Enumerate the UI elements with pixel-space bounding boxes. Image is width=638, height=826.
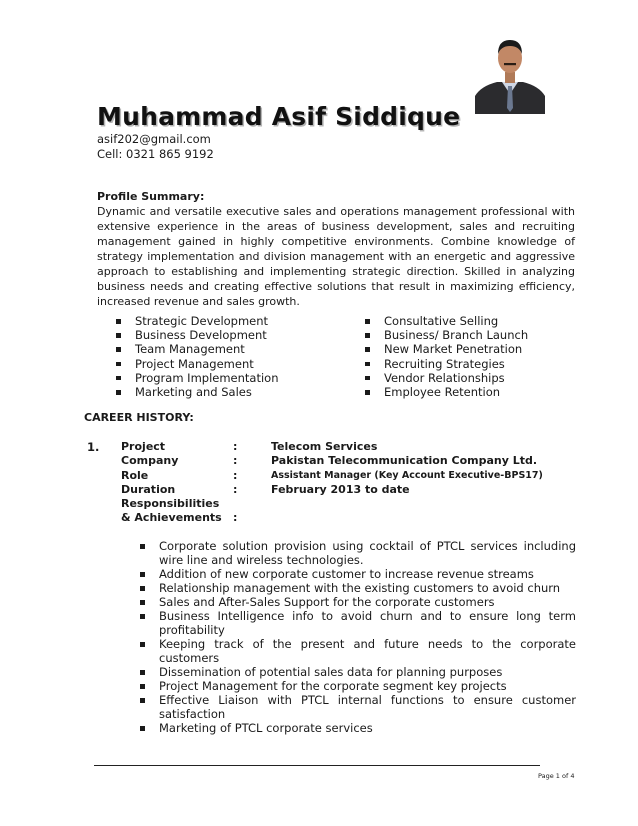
duration-value: February 2013 to date bbox=[271, 483, 410, 496]
candidate-name: Muhammad Asif Siddique bbox=[97, 102, 461, 131]
profile-summary-text: Dynamic and versatile executive sales and operations management professional with extensive experience in the areas of business development, sales and recruiting management gained in highly competitive environments. Combine knowledge of strategy implementation and division management with an energetic and aggressive approach to establishing and implementing strategic direction. Skilled in analyzing business needs and creating effective solutions that result in maximizing efficiency, increased revenue and sales growth. bbox=[97, 205, 575, 308]
responsibility-item: Keeping track of the present and future needs to the corporate customers bbox=[140, 637, 576, 665]
skills-list-left bbox=[116, 314, 279, 399]
role-value: Assistant Manager (Key Account Executive-BPS17) bbox=[271, 470, 543, 481]
colon: : bbox=[233, 469, 238, 482]
duration-label: Duration bbox=[121, 483, 176, 496]
colon: : bbox=[233, 454, 238, 467]
colon: : bbox=[233, 511, 238, 524]
skill-item: Strategic Development bbox=[116, 314, 279, 328]
profile-summary-heading: Profile Summary: bbox=[97, 190, 205, 203]
responsibility-item: Effective Liaison with PTCL internal functions to ensure customer satisfaction bbox=[140, 693, 576, 721]
profile-photo bbox=[475, 28, 545, 114]
job-number: 1. bbox=[87, 440, 100, 454]
responsibility-item: Relationship management with the existing customers to avoid churn bbox=[140, 581, 576, 595]
company-label: Company bbox=[121, 454, 179, 467]
responsibilities-list bbox=[140, 539, 576, 735]
project-value: Telecom Services bbox=[271, 440, 378, 453]
skill-item: Vendor Relationships bbox=[365, 371, 528, 385]
skill-item: Program Implementation bbox=[116, 371, 279, 385]
colon: : bbox=[233, 440, 238, 453]
skill-item: Consultative Selling bbox=[365, 314, 528, 328]
responsibility-item: Dissemination of potential sales data for planning purposes bbox=[140, 665, 576, 679]
skill-item: Recruiting Strategies bbox=[365, 357, 528, 371]
project-label: Project bbox=[121, 440, 166, 453]
skill-item: Team Management bbox=[116, 342, 279, 356]
footer-divider bbox=[94, 765, 540, 766]
colon: : bbox=[233, 483, 238, 496]
skill-item: New Market Penetration bbox=[365, 342, 528, 356]
skill-item: Project Management bbox=[116, 357, 279, 371]
responsibility-item: Business Intelligence info to avoid churn and to ensure long term profitability bbox=[140, 609, 576, 637]
responsibilities-label: Responsibilities bbox=[121, 497, 220, 510]
achievements-label: & Achievements bbox=[121, 511, 222, 524]
skill-item: Employee Retention bbox=[365, 385, 528, 399]
cell-number: Cell: 0321 865 9192 bbox=[97, 147, 214, 161]
page-number: Page 1 of 4 bbox=[538, 772, 575, 780]
responsibility-item: Project Management for the corporate segment key projects bbox=[140, 679, 576, 693]
responsibility-item: Sales and After-Sales Support for the corporate customers bbox=[140, 595, 576, 609]
email-text: asif202@gmail.com bbox=[97, 132, 211, 146]
skills-list-right bbox=[365, 314, 528, 399]
skill-item: Marketing and Sales bbox=[116, 385, 279, 399]
responsibility-item: Addition of new corporate customer to increase revenue streams bbox=[140, 567, 576, 581]
company-value: Pakistan Telecommunication Company Ltd. bbox=[271, 454, 538, 467]
career-history-heading: CAREER HISTORY: bbox=[84, 411, 194, 424]
role-label: Role bbox=[121, 469, 149, 482]
responsibility-item: Corporate solution provision using cocktail of PTCL services including wire line and wireless technologies. bbox=[140, 539, 576, 567]
skill-item: Business/ Branch Launch bbox=[365, 328, 528, 342]
contact-block bbox=[97, 132, 214, 162]
skill-item: Business Development bbox=[116, 328, 279, 342]
responsibility-item: Marketing of PTCL corporate services bbox=[140, 721, 576, 735]
